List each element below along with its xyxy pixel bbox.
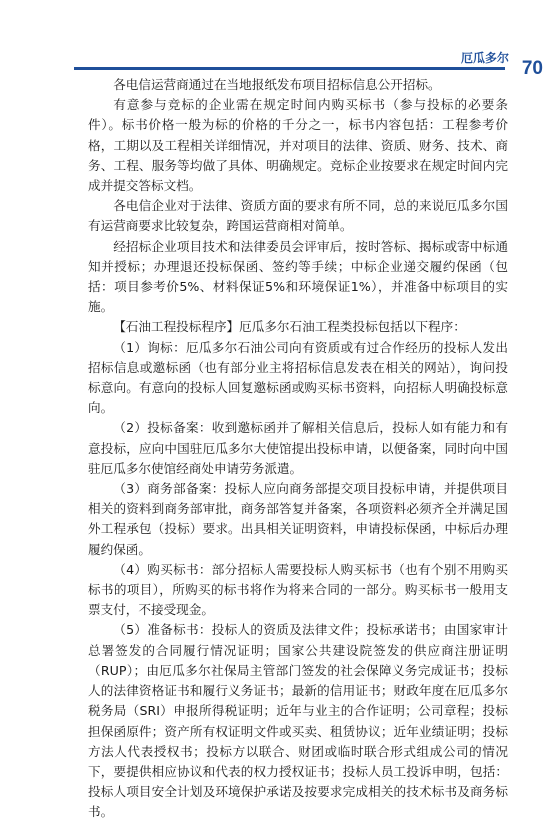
body-text <box>88 75 508 823</box>
paragraph: 各电信运营商通过在当地报纸发布项目招标信息公开招标。 <box>113 77 441 92</box>
paragraph: 有意参与竞标的企业需在规定时间内购买标书（参与投标的必要条件）。标书价格一般为标的价格的千分之一，标书内容包括：工程参考价格，工期以及工程相关详细情况，并对项目的法律、资质、财务、技术、商务、工程、服务等均做了具体、明确规定。竞标企业按要求在规定时间内完成并提交答标文档。 <box>88 97 508 194</box>
paragraph: （1）询标：厄瓜多尔石油公司向有资质或有过合作经历的投标人发出招标信息或邀标函（也有部分业主将招标信息发表在相关的网站），询问投标意向。有意向的投标人回复邀标函或购买标书资料，向招标人明确投标意向。 <box>88 339 508 416</box>
section-heading-paragraph: 【石油工程投标程序】厄瓜多尔石油工程类投标包括以下程序： <box>113 319 466 335</box>
paragraph: 各电信企业对于法律、资质方面的要求有所不同，总的来说厄瓜多尔国有运营商要求比较复杂，跨国运营商相对简单。 <box>88 198 508 234</box>
paragraph: （4）购买标书：部分招标人需要投标人购买标书（也有个别不用购买标书的项目），所购买的标书将作为将来合同的一部分。购买标书一般用支票支付，不接受现金。 <box>88 561 508 618</box>
paragraph: （2）投标备案：收到邀标函并了解相关信息后，投标人如有能力和有意投标，应向中国驻厄瓜多尔大使馆提出投标申请，以便备案，同时向中国驻厄瓜多尔使馆经商处申请劳务派遣。 <box>88 420 508 476</box>
paragraph: （3）商务部备案：投标人应向商务部提交项目投标申请，并提供项目相关的资料到商务部审批，商务部答复并备案，各项资料必须齐全并满足国外工程承包（投标）要求。出具相关证明资料，申请投标保函，中标后办理履约保函。 <box>88 481 508 557</box>
page-number: 70 <box>521 58 543 79</box>
header-rule <box>74 67 505 70</box>
paragraph: 经招标企业项目技术和法律委员会评审后，按时答标、揭标或寄中标通知并授标；办理退还投标保函、签约等手续；中标企业递交履约保函（包括：项目参考价5%、材料保证5%和环境保证1%），并准备中标项目的实施。 <box>88 238 508 315</box>
running-header-title: 厄瓜多尔 <box>460 51 509 65</box>
paragraph: （5）准备标书：投标人的资质及法律文件；投标承诺书；由国家审计总署签发的合同履行情况证明；国家公共建设院签发的供应商注册证明（RUP）；由厄瓜多尔社保局主管部门签发的社会保障义务完成证书；投标人的法律资格证书和履行义务证书；最新的信用证书；财政年度在厄瓜多尔税务局（SRI）申报所得税证明；近年与业主的合作证明；公司章程；投标担保函原件；资产所有权证明文件或买卖、租赁协议；近年业绩证明；投标方法人代表授权书；投标方以联合、财团或临时联合形式组成公司的情况下，要提供相应协议和代表的权力授权证书；投标人员工投诉申明，包括：投标人项目安全计划及环境保护承诺及按要求完成相关的技术标书及商务标书。 <box>88 622 508 820</box>
